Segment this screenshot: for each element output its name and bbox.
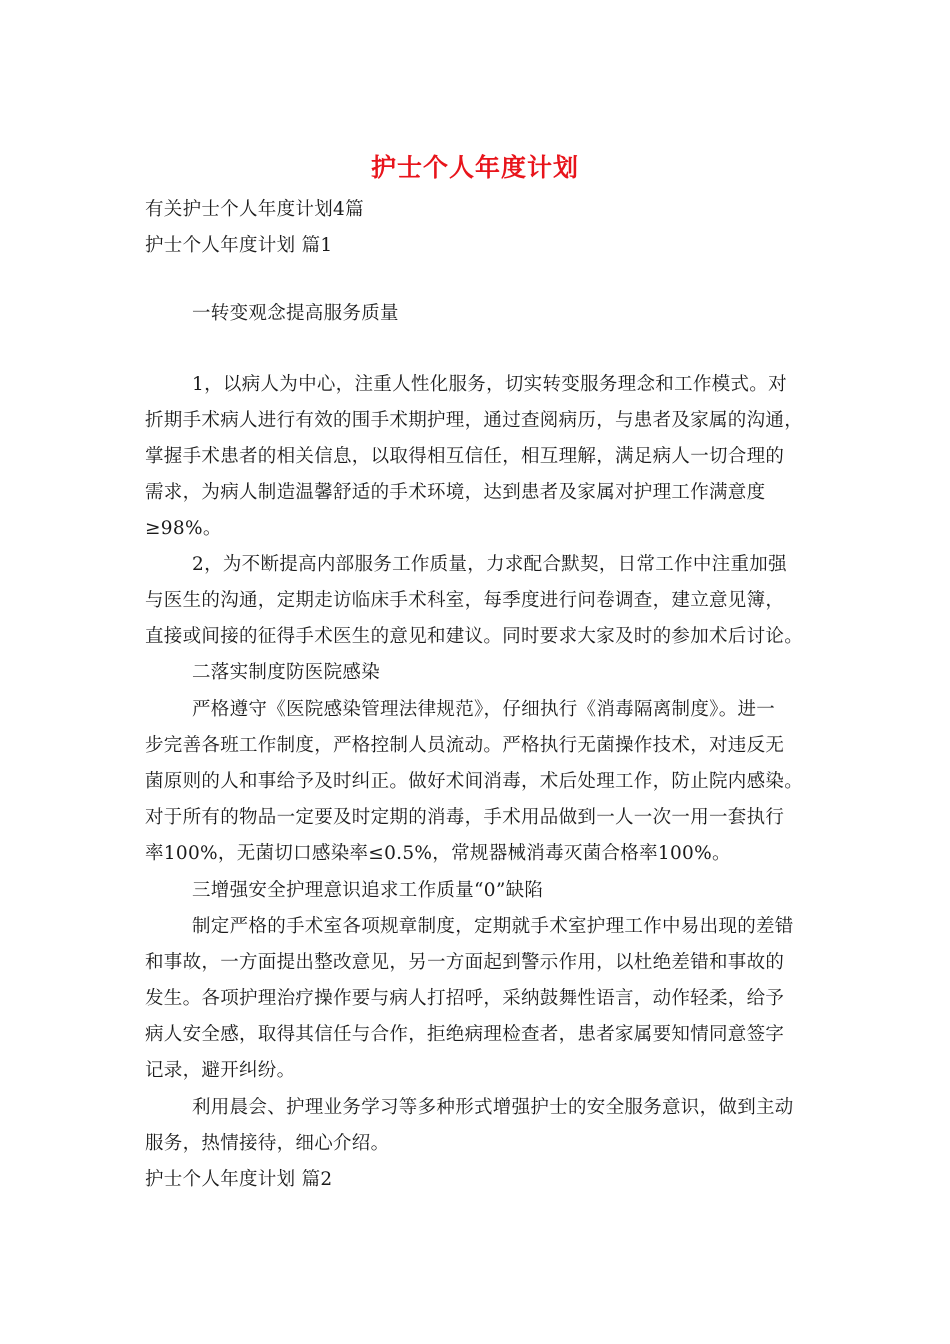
paragraph-line: 病人安全感，取得其信任与合作，拒绝病理检查者，患者家属要知情同意签字 bbox=[145, 1024, 785, 1045]
paragraph-line: 步完善各班工作制度，严格控制人员流动。严格执行无菌操作技术，对违反无 bbox=[145, 735, 785, 756]
paragraph-line: 折期手术病人进行有效的围手术期护理，通过查阅病历，与患者及家属的沟通， bbox=[145, 410, 804, 431]
document-subtitle: 有关护士个人年度计划4篇 bbox=[145, 199, 364, 220]
paragraph-line: 菌原则的人和事给予及时纠正。做好术间消毒，术后处理工作，防止院内感染。 bbox=[145, 771, 804, 792]
paragraph-line: 2，为不断提高内部服务工作质量，力求配合默契，日常工作中注重加强 bbox=[192, 554, 787, 575]
section-heading-part1: 护士个人年度计划 篇1 bbox=[145, 235, 333, 256]
paragraph-line: ≥98%。 bbox=[145, 518, 222, 539]
paragraph-line: 直接或间接的征得手术医生的意见和建议。同时要求大家及时的参加术后讨论。 bbox=[145, 626, 804, 647]
section-heading-part2: 护士个人年度计划 篇2 bbox=[145, 1169, 333, 1190]
paragraph-line: 和事故，一方面提出整改意见，另一方面起到警示作用，以杜绝差错和事故的 bbox=[145, 952, 785, 973]
paragraph-line: 对于所有的物品一定要及时定期的消毒，手术用品做到一人一次一用一套执行 bbox=[145, 807, 785, 828]
paragraph-line: 掌握手术患者的相关信息，以取得相互信任，相互理解，满足病人一切合理的 bbox=[145, 446, 785, 467]
paragraph-line: 记录，避开纠纷。 bbox=[145, 1060, 296, 1081]
document-title: 护士个人年度计划 bbox=[370, 153, 579, 182]
paragraph-line: 利用晨会、护理业务学习等多种形式增强护士的安全服务意识，做到主动 bbox=[192, 1097, 794, 1118]
subheading-1: 一转变观念提高服务质量 bbox=[192, 303, 399, 324]
subheading-3: 三增强安全护理意识追求工作质量“0”缺陷 bbox=[192, 880, 544, 901]
paragraph-line: 严格遵守《医院感染管理法律规范》，仔细执行《消毒隔离制度》。进一 bbox=[192, 699, 776, 720]
paragraph-line: 率100%，无菌切口感染率≤0.5%，常规器械消毒灭菌合格率100%。 bbox=[145, 843, 731, 864]
paragraph-line: 1，以病人为中心，注重人性化服务，切实转变服务理念和工作模式。对 bbox=[192, 374, 787, 395]
paragraph-line: 制定严格的手术室各项规章制度，定期就手术室护理工作中易出现的差错 bbox=[192, 916, 794, 937]
paragraph-line: 需求，为病人制造温馨舒适的手术环境，达到患者及家属对护理工作满意度 bbox=[145, 482, 766, 503]
paragraph-line: 与医生的沟通，定期走访临床手术科室，每季度进行问卷调查，建立意见簿， bbox=[145, 590, 785, 611]
subheading-2: 二落实制度防医院感染 bbox=[192, 662, 381, 683]
paragraph-line: 发生。各项护理治疗操作要与病人打招呼，采纳鼓舞性语言，动作轻柔，给予 bbox=[145, 988, 785, 1009]
paragraph-line: 服务，热情接待，细心介绍。 bbox=[145, 1133, 390, 1154]
